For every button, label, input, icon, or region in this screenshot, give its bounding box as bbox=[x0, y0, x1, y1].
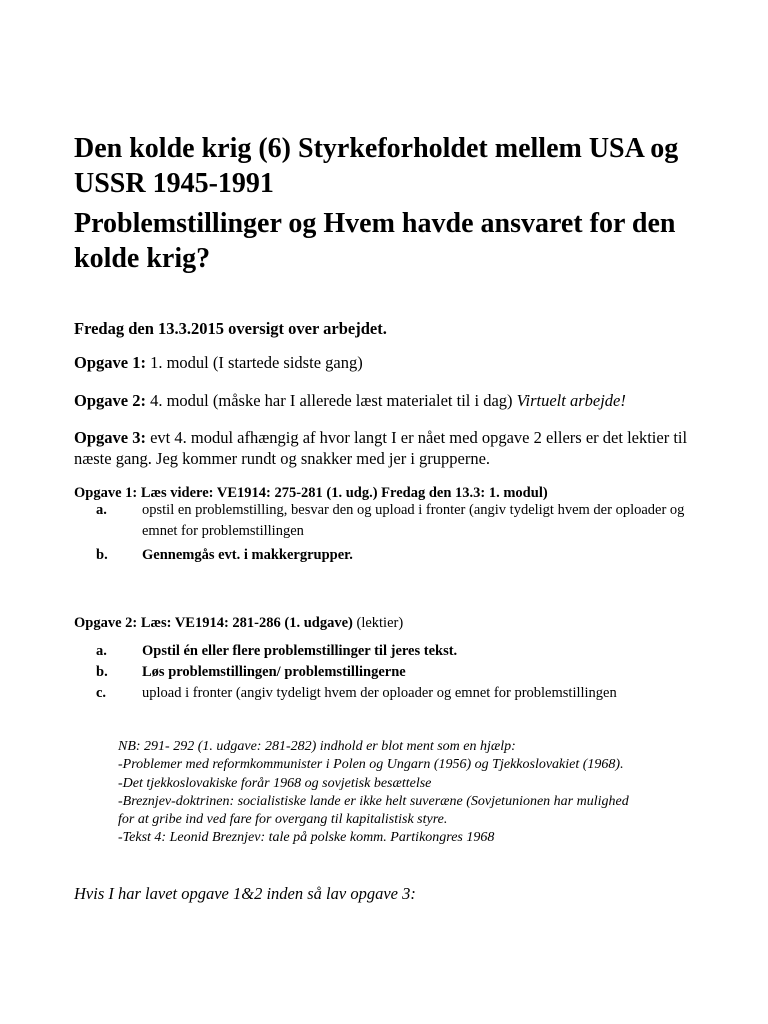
list-item bbox=[96, 683, 716, 704]
list-item bbox=[96, 662, 716, 683]
task-text: evt 4. modul afhængig af hvor langt I er nået med opgave 2 ellers er det lektier til næste gang. Jeg kommer rundt og snakker med jer i grupperne. bbox=[74, 428, 688, 468]
list-marker: b. bbox=[96, 664, 108, 680]
note-line: NB: 291- 292 (1. udgave: 281-282) indhold er blot ment som en hjælp: bbox=[118, 739, 516, 754]
note-line: -Breznjev-doktrinen: socialistiske lande er ikke helt suveræne (Sovjetunionen har mulighed bbox=[118, 793, 629, 809]
list-item-text: Opstil én eller flere problemstillinger til jeres tekst. bbox=[142, 643, 458, 659]
list-item-text: Gennemgås evt. i makkergrupper. bbox=[142, 547, 353, 563]
task-text: 4. modul (måske har I allerede læst materialet til i dag) bbox=[145, 391, 517, 410]
list-item bbox=[96, 500, 716, 542]
list-marker: a. bbox=[96, 643, 107, 659]
note-line: for at gribe ind ved fare for overgang til kapitalistisk styre. bbox=[118, 812, 448, 828]
closing-instruction: Hvis I har lavet opgave 1&2 inden så lav opgave 3: bbox=[74, 884, 416, 903]
overview-task-1 bbox=[74, 352, 714, 373]
page-title: Den kolde krig (6) Styrkeforholdet mellem USA og USSR 1945-1991 bbox=[74, 133, 679, 199]
opgave2-heading bbox=[74, 613, 714, 634]
note-line: -Det tjekkoslovakiske forår 1968 og sovjetisk besættelse bbox=[118, 775, 432, 791]
overview-heading: Fredag den 13.3.2015 oversigt over arbejdet. bbox=[74, 319, 387, 338]
list-item bbox=[96, 641, 716, 662]
opgave2-list bbox=[96, 641, 716, 704]
overview-task-2 bbox=[74, 390, 714, 411]
overview-task-3 bbox=[74, 427, 704, 469]
note-block bbox=[118, 738, 728, 848]
task-label: Opgave 1: bbox=[74, 353, 146, 372]
opgave2-heading-text: Opgave 2: Læs: VE1914: 281-286 (1. udgave) bbox=[74, 615, 353, 631]
list-marker: a. bbox=[96, 502, 107, 518]
task-text: 1. modul (I startede sidste gang) bbox=[145, 353, 363, 372]
list-item-text: opstil en problemstilling, besvar den og upload i fronter (angiv tydeligt hvem der oploader og emnet for problemstillingen bbox=[142, 502, 685, 539]
page-subtitle: Problemstillinger og Hvem havde ansvaret for den kolde krig? bbox=[74, 208, 676, 274]
note-line: -Tekst 4: Leonid Breznjev: tale på polske komm. Partikongres 1968 bbox=[118, 830, 495, 846]
opgave2-heading-suffix: (lektier) bbox=[352, 615, 404, 631]
list-item bbox=[96, 545, 716, 566]
task-italic-note: Virtuelt arbejde! bbox=[516, 391, 626, 410]
list-marker: c. bbox=[96, 685, 107, 701]
list-item-text: Løs problemstillingen/ problemstillingerne bbox=[142, 664, 406, 680]
task-label: Opgave 2: bbox=[74, 391, 146, 410]
task-label: Opgave 3: bbox=[74, 428, 146, 447]
note-line: -Problemer med reformkommunister i Polen og Ungarn (1956) og Tjekkoslovakiet (1968). bbox=[118, 757, 624, 773]
list-marker: b. bbox=[96, 547, 108, 563]
list-item-text: upload i fronter (angiv tydeligt hvem der oploader og emnet for problemstillingen bbox=[142, 685, 617, 701]
opgave1-heading: Opgave 1: Læs videre: VE1914: 275-281 (1. udg.) Fredag den 13.3: 1. modul) bbox=[74, 485, 548, 501]
opgave1-list bbox=[96, 500, 716, 566]
